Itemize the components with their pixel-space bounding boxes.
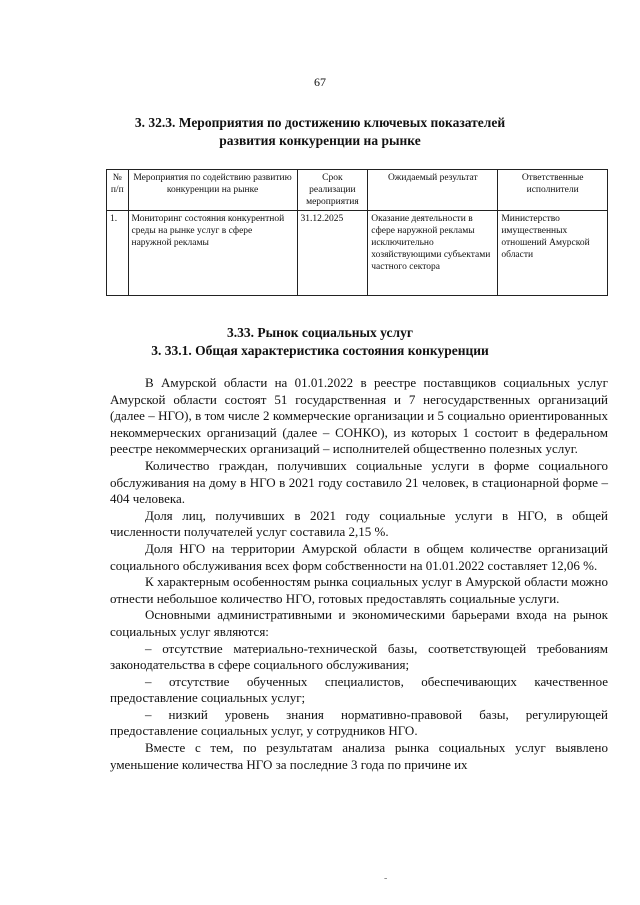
paragraph: Доля лиц, получивших в 2021 году социальные услуги в НГО, в общей численности получателей услуг составила 2,15 %. bbox=[110, 507, 608, 540]
header-responsible: Ответственные исполнители bbox=[498, 170, 608, 211]
paragraph: Доля НГО на территории Амурской области в общем количестве организаций социального обслуживания всех форм собственности на 01.01.2022 составляет 12,06 %. bbox=[110, 540, 608, 573]
header-measure: Мероприятия по содействию развитию конкуренции на рынке bbox=[128, 170, 297, 211]
table-row bbox=[107, 211, 608, 296]
heading-line: 3.33. Рынок социальных услуг bbox=[227, 325, 413, 340]
paragraph: Вместе с тем, по результатам анализа рынка социальных услуг выявлено уменьшение количества НГО за последние 3 года по причине их bbox=[110, 740, 608, 772]
section-heading-social-services bbox=[0, 324, 640, 360]
paragraph: – низкий уровень знания нормативно-правовой базы, регулирующей предоставление социальных услуг, у сотрудников НГО. bbox=[110, 706, 608, 739]
paragraph: К характерным особенностям рынка социальных услуг в Амурской области можно отнести небольшое количество НГО, готовых предоставлять социальные услуги. bbox=[110, 574, 608, 606]
cell-num: 1. bbox=[107, 211, 129, 296]
page-number: 67 bbox=[314, 75, 326, 89]
header-result: Ожидаемый результат bbox=[368, 170, 498, 211]
header-num: № п/п bbox=[107, 170, 129, 211]
paragraph: В Амурской области на 01.01.2022 в реестре поставщиков социальных услуг Амурской области состоят 51 государственная и 7 негосударственных организаций (далее – НГО), в том числе 2 коммерческие организации и 5 социально ориентированных некоммерческих организаций (далее – СОНКО), из которых 1 состоит в федеральном реестре некоммерческих организаций – исполнителей общественно полезных услуг. bbox=[110, 375, 608, 457]
header-term: Срок реализации мероприятия bbox=[297, 170, 368, 211]
section-heading-measures bbox=[0, 114, 640, 150]
paragraph: Количество граждан, получивших социальные услуги в форме социального обслуживания на дому в НГО в 2021 году составило 21 человек, в стационарной форме – 404 человека. bbox=[110, 457, 608, 507]
measures-table bbox=[106, 169, 608, 296]
heading-line: 3. 33.1. Общая характеристика состояния конкуренции bbox=[151, 343, 489, 358]
footer-mark: - bbox=[384, 873, 388, 884]
cell-measure: Мониторинг состояния конкурентной среды на рынке услуг в сфере наружной рекламы bbox=[128, 211, 297, 296]
paragraph: – отсутствие материально-технической базы, соответствующей требованиям законодательства в сфере социального обслуживания; bbox=[110, 640, 608, 673]
table-header-row bbox=[107, 170, 608, 211]
heading-line: 3. 32.3. Мероприятия по достижению ключевых показателей bbox=[134, 115, 506, 130]
body-text bbox=[110, 375, 608, 773]
cell-result: Оказание деятельности в сфере наружной рекламы исключительно хозяйствующими субъектами частного сектора bbox=[368, 211, 498, 296]
paragraph: Основными административными и экономическими барьерами входа на рынок социальных услуг являются: bbox=[110, 607, 608, 639]
cell-responsible: Министерство имущественных отношений Амурской области bbox=[498, 211, 608, 296]
heading-line: развития конкуренции на рынке bbox=[219, 133, 421, 148]
paragraph: – отсутствие обученных специалистов, обеспечивающих качественное предоставление социальных услуг; bbox=[110, 673, 608, 706]
cell-term: 31.12.2025 bbox=[297, 211, 368, 296]
